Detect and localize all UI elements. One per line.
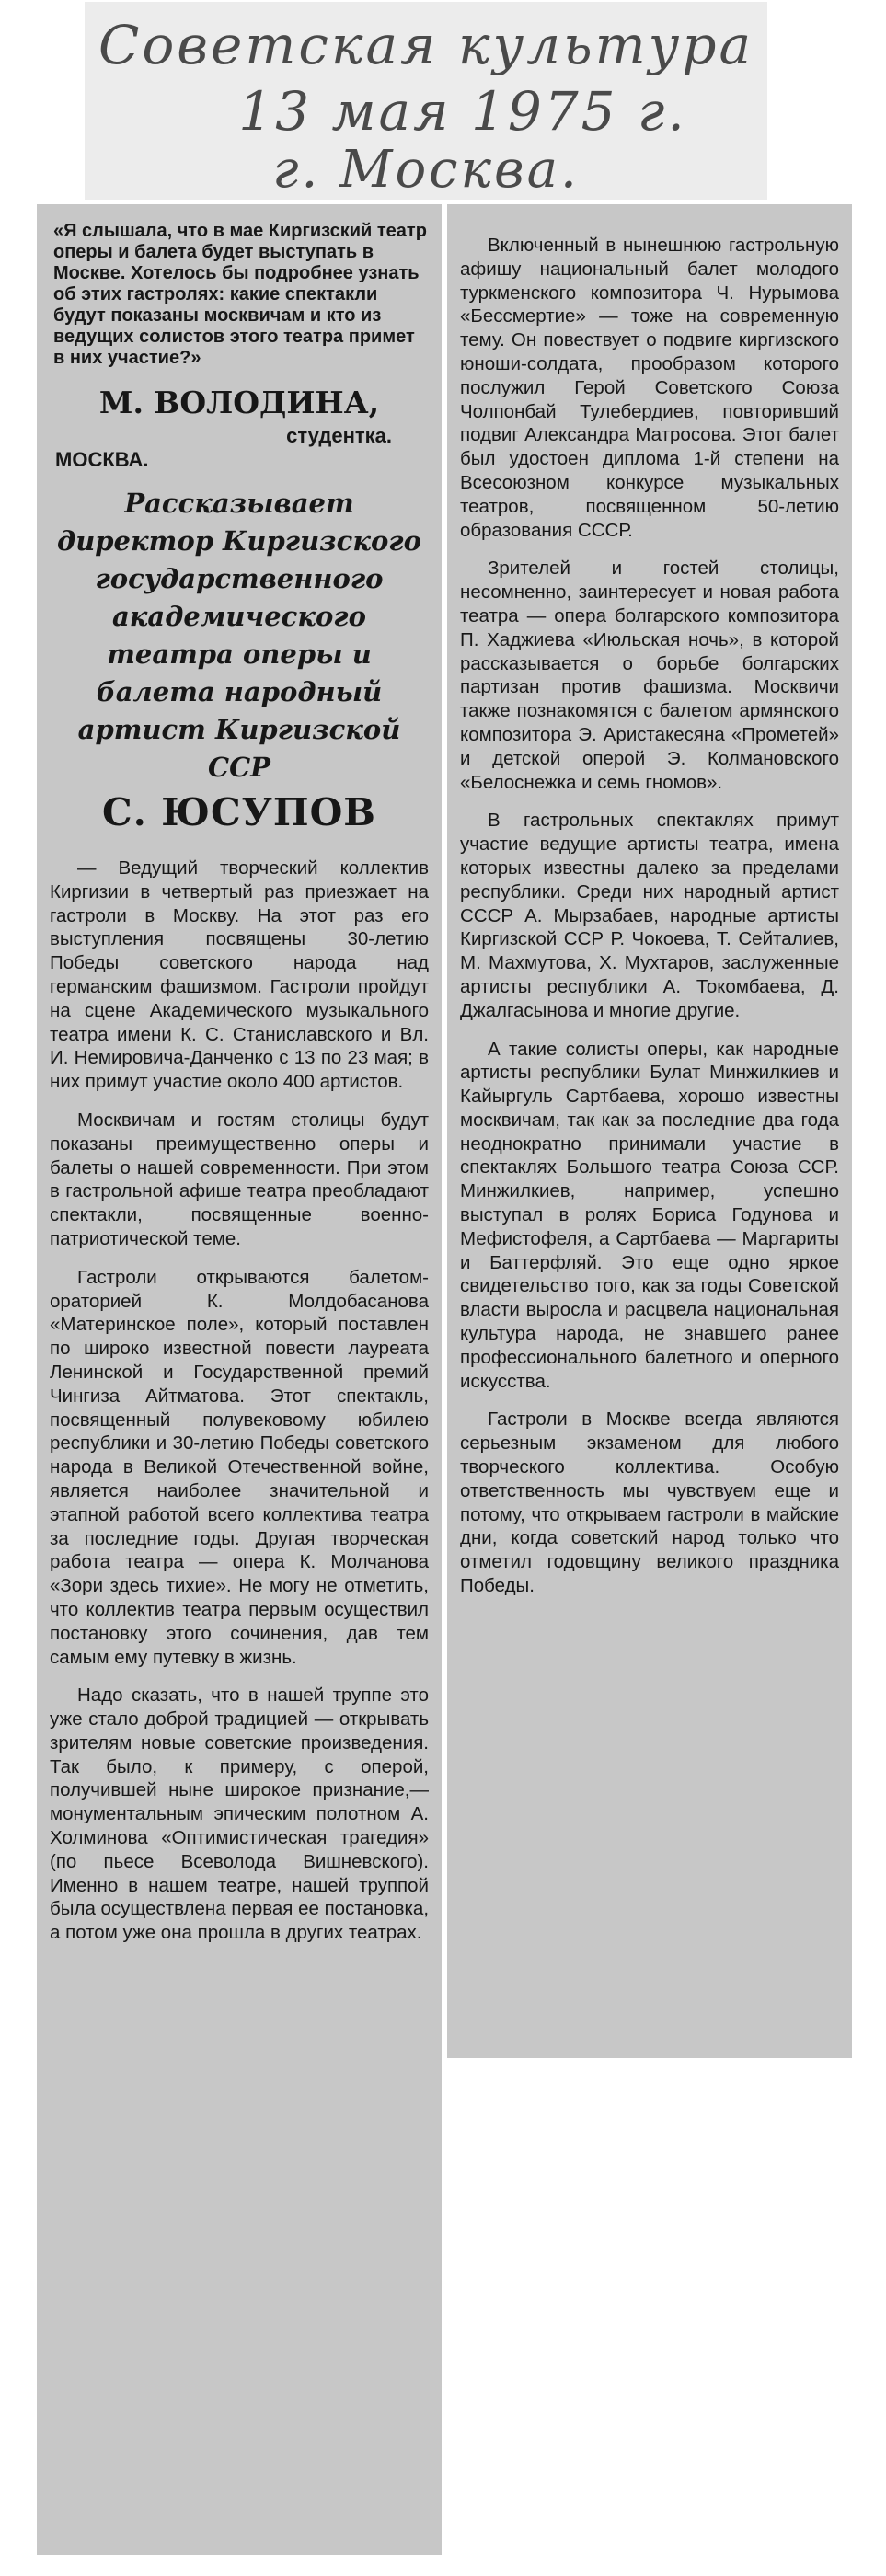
article-clipping-right bbox=[447, 204, 852, 2058]
paragraph: Москвичам и гостям столицы будут показаны преимущественно оперы и балеты о нашей современности. При этом в гастрольной афише театра преобладают спектакли, посвященные военно-патриотической теме. bbox=[50, 1109, 429, 1249]
paragraph: Надо сказать, что в нашей труппе это уже стало доброй традицией — открывать зрителям новые советские произведения. Так было, к примеру, с оперой, получившей ныне широкое признание,— монументальным эпическим полотном А. Холминова «Оптимистическая трагедия» (по пьесе Всеволода Вишневского). Именно в нашем театре, нашей труппой была осуществлена первая ее постановка, а потом уже она прошла в других театрах. bbox=[50, 1685, 430, 1944]
paragraph: Гастроли в Москве всегда являются серьезным экзаменом для любого творческого коллектива. Особую ответственность мы чувствуем еще и потому, что открываем гастроли в майские дни, когда советский народ только что отметил годовщину великого праздника Победы. bbox=[460, 1409, 839, 1597]
label-newspaper-title: Советская культура bbox=[98, 14, 754, 76]
label-city: г. Москва. bbox=[272, 140, 580, 200]
paragraph: В гастрольных спектаклях примут участие ведущие артисты театра, имена которых известны далеко за пределами республики. Среди них народный артист СССР А. Мырзабаев, народные артисты Киргизской ССР Р. Чокоева, Т. Сейталиев, М. Махмутова, Х. Мухтаров, заслуженные артисты республики А. Токомбаева, Д. Джалгасынова и многие другие. bbox=[460, 810, 839, 1021]
left-column-body bbox=[50, 857, 429, 1945]
paragraph: А такие солисты оперы, как народные артисты республики Булат Минжилкиев и Кайыргуль Сартбаева, хорошо известны москвичам, так как за последние два года неоднократно принимали участие в спектаклях Большого театра Союза ССР. Минжилкиев, например, успешно выступал в ролях Бориса Годунова и Мефистофеля, а Сартбаева — Маргариты и Баттерфляй. Это еще одно яркое свидетельство того, как за годы Советской власти выросла и расцвела национальная культура народа, не знавшего ранее профессионального балетного и оперного искусства. bbox=[460, 1038, 839, 1392]
article-author: С. ЮСУПОВ bbox=[102, 790, 376, 834]
paragraph: Зрителей и гостей столицы, несомненно, заинтересует и новая работа театра — опера болгарского композитора П. Хаджиева «Июльская ночь», в которой рассказывается о борьбе болгарских партизан против фашизма. Москвичи также познакомятся с балетом армянского композитора Э. Аристакесяна «Прометей» и детской оперой Э. Колмановского «Белоснежка и семь гномов». bbox=[460, 558, 839, 793]
paragraph: — Ведущий творческий коллектив Киргизии в четвертый раз приезжает на гастроли в Москву. На этот раз его выступления посвящены 30-летию Победы советского народа над германским фашизмом. Гастроли пройдут на сцене Академического музыкального театра имени К. С. Станиславского и Вл. И. Немировича-Данченко с 13 по 23 мая; в них примут участие около 400 артистов. bbox=[50, 857, 429, 1093]
right-column-body bbox=[460, 234, 839, 1598]
paragraph: Гастроли открываются балетом-ораторией К. Молдобасанова «Материнское поле», который поставлен по широко известной повести лауреата Ленинской и Государственной премий Чингиза Айтматова. Этот спектакль, посвященный полувековому юбилею республики и 30-летию Победы советского народа в Великой Отечественной войне, является наиболее значительной и этапной работой всего коллектива театра за последние годы. Другая творческая работа театра — опера К. Молчанова «Зори здесь тихие». Не могу не отметить, что коллектив театра первым осуществил постановку этого сочинения, дав тем самым ему путевку в жизнь. bbox=[50, 1266, 429, 1668]
reader-name: М. ВОЛОДИНА, bbox=[98, 385, 380, 420]
reader-city: МОСКВА. bbox=[55, 448, 149, 471]
reader-question: «Я слышала, что в мае Киргизский театр оперы и балета будет выступать в Москве. Хотелось бы подробнее узнать об этих гастролях: какие спектакли будут показаны москвичам и кто из ведущих солистов этого театра примет в них участие?» bbox=[53, 221, 427, 368]
article-lead: Рассказывает директор Киргизского государственного академического театра оперы и балета народный артист Киргизской ССР bbox=[57, 488, 421, 783]
handwritten-source-label bbox=[85, 2, 767, 200]
label-date: 13 мая 1975 г. bbox=[238, 80, 687, 143]
reader-role: студентка. bbox=[286, 424, 392, 447]
paragraph: Включенный в нынешнюю гастрольную афишу национальный балет молодого туркменского композитора Ч. Нурымова «Бессмертие» — тоже на современную тему. Он повествует о подвиге киргизского юноши-солдата, прообразом которого послужил Герой Советского Союза Чолпонбай Тулебердиев, повторивший подвиг Александра Матросова. Этот балет был удостоен диплома 1-й степени на Всесоюзном конкурсе музыкальных театров, посвященном 50-летию образования СССР. bbox=[460, 235, 839, 541]
article-clipping-left bbox=[37, 204, 442, 2555]
